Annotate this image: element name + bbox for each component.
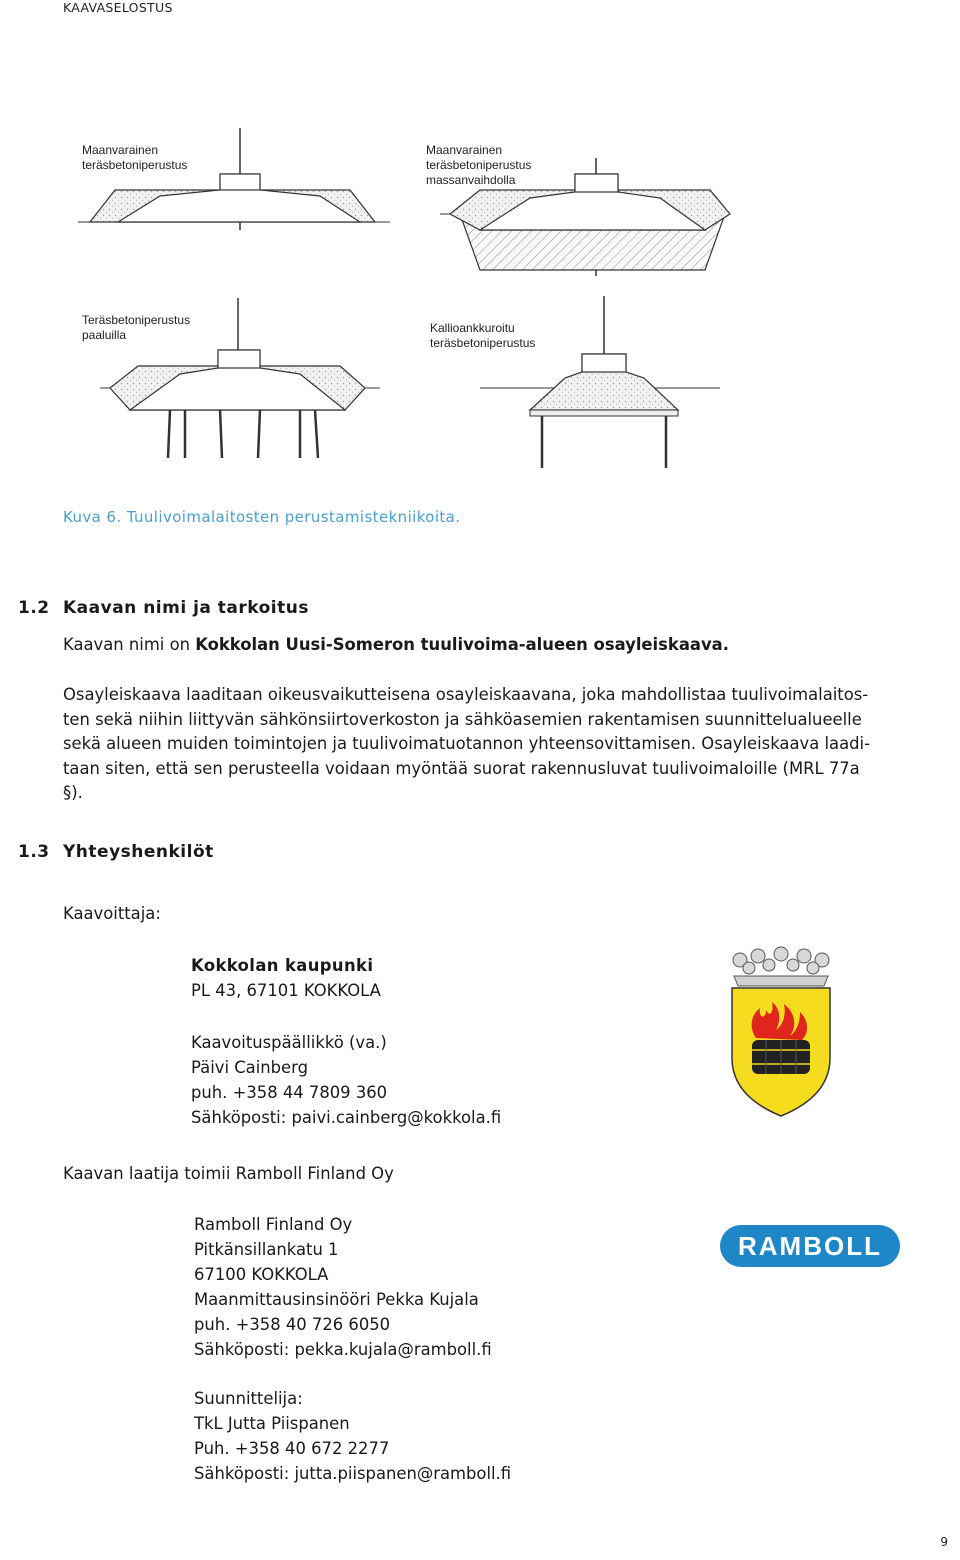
- city-name: Kokkolan kaupunki: [191, 956, 374, 975]
- foundation-figure: [60, 118, 740, 490]
- plan-name-bold: Kokkolan Uusi-Someron tuulivoima-alueen osayleiskaava.: [195, 635, 729, 654]
- designer-phone: Puh. +358 40 672 2277: [194, 1439, 390, 1458]
- label-d2: teräsbetoniperustus: [430, 336, 536, 350]
- label-a1: Maanvarainen: [82, 143, 159, 157]
- city-role: Kaavoituspäällikkö (va.): [191, 1033, 387, 1052]
- ramboll-email: Sähköposti: pekka.kujala@ramboll.fi: [194, 1340, 492, 1359]
- kaavoittaja-label: Kaavoittaja:: [63, 904, 161, 923]
- section-1-2-title: Kaavan nimi ja tarkoitus: [63, 598, 309, 618]
- ramboll-logo: [720, 1225, 900, 1267]
- section-1-3-number: 1.3: [18, 842, 50, 862]
- ramboll-name: Ramboll Finland Oy: [194, 1215, 353, 1234]
- laatija-label: Kaavan laatija toimii Ramboll Finland Oy: [63, 1164, 394, 1183]
- paragraph-line: §).: [63, 783, 83, 802]
- label-a2: teräsbetoniperustus: [82, 158, 188, 172]
- city-phone: puh. +358 44 7809 360: [191, 1083, 388, 1102]
- kokkola-coat-of-arms-icon: [726, 946, 836, 1118]
- foundation-c: [82, 298, 380, 458]
- figure-caption: Kuva 6. Tuulivoimalaitosten perustamistekniikoita.: [63, 508, 461, 526]
- section-1-3-title: Yhteyshenkilöt: [63, 842, 214, 862]
- paragraph-line: ten sekä niihin liittyvän sähkönsiirtoverkoston ja sähköasemien rakentamisen suunnittelualueelle: [63, 709, 862, 729]
- foundation-a: [78, 128, 390, 230]
- city-email: Sähköposti: paivi.cainberg@kokkola.fi: [191, 1108, 502, 1127]
- city-person: Päivi Cainberg: [191, 1058, 308, 1077]
- purpose-paragraph: [63, 683, 953, 806]
- label-c2: paaluilla: [82, 328, 127, 342]
- plan-name-prefix: Kaavan nimi on: [63, 635, 196, 654]
- section-1-2-number: 1.2: [18, 598, 50, 618]
- designer-person: TkL Jutta Piispanen: [194, 1414, 350, 1433]
- designer-email: Sähköposti: jutta.piispanen@ramboll.fi: [194, 1464, 512, 1483]
- ramboll-street: Pitkänsillankatu 1: [194, 1240, 339, 1259]
- foundation-d: [430, 296, 720, 468]
- plan-name-line: [63, 633, 729, 658]
- label-d1: Kallioankkuroitu: [430, 321, 515, 335]
- label-b2: teräsbetoniperustus: [426, 158, 532, 172]
- foundation-b: [426, 143, 730, 276]
- ramboll-phone: puh. +358 40 726 6050: [194, 1315, 391, 1334]
- page-number: 9: [940, 1535, 948, 1549]
- ramboll-logo-text: RAMBOLL: [738, 1230, 882, 1261]
- document-header: KAAVASELOSTUS: [63, 0, 173, 15]
- label-b1: Maanvarainen: [426, 143, 503, 157]
- city-contact-block: [191, 953, 501, 1130]
- ramboll-person: Maanmittausinsinööri Pekka Kujala: [194, 1290, 479, 1309]
- designer-label: Suunnittelija:: [194, 1389, 303, 1408]
- ramboll-contact-block: [194, 1212, 511, 1486]
- label-c1: Teräsbetoniperustus: [82, 313, 191, 327]
- label-b3: massanvaihdolla: [426, 173, 516, 187]
- paragraph-line: taan siten, että sen perusteella voidaan myöntää suorat rakennusluvat tuulivoimaloille (MRL 77a: [63, 758, 860, 778]
- ramboll-postal: 67100 KOKKOLA: [194, 1265, 329, 1284]
- paragraph-line: Osayleiskaava laaditaan oikeusvaikutteisena osayleiskaavana, joka mahdollistaa tuulivoimalaitos-: [63, 685, 869, 704]
- paragraph-line: sekä alueen muiden toimintojen ja tuulivoimatuotannon yhteensovittamisen. Osayleiskaava laadi-: [63, 734, 870, 753]
- city-address: PL 43, 67101 KOKKOLA: [191, 981, 381, 1000]
